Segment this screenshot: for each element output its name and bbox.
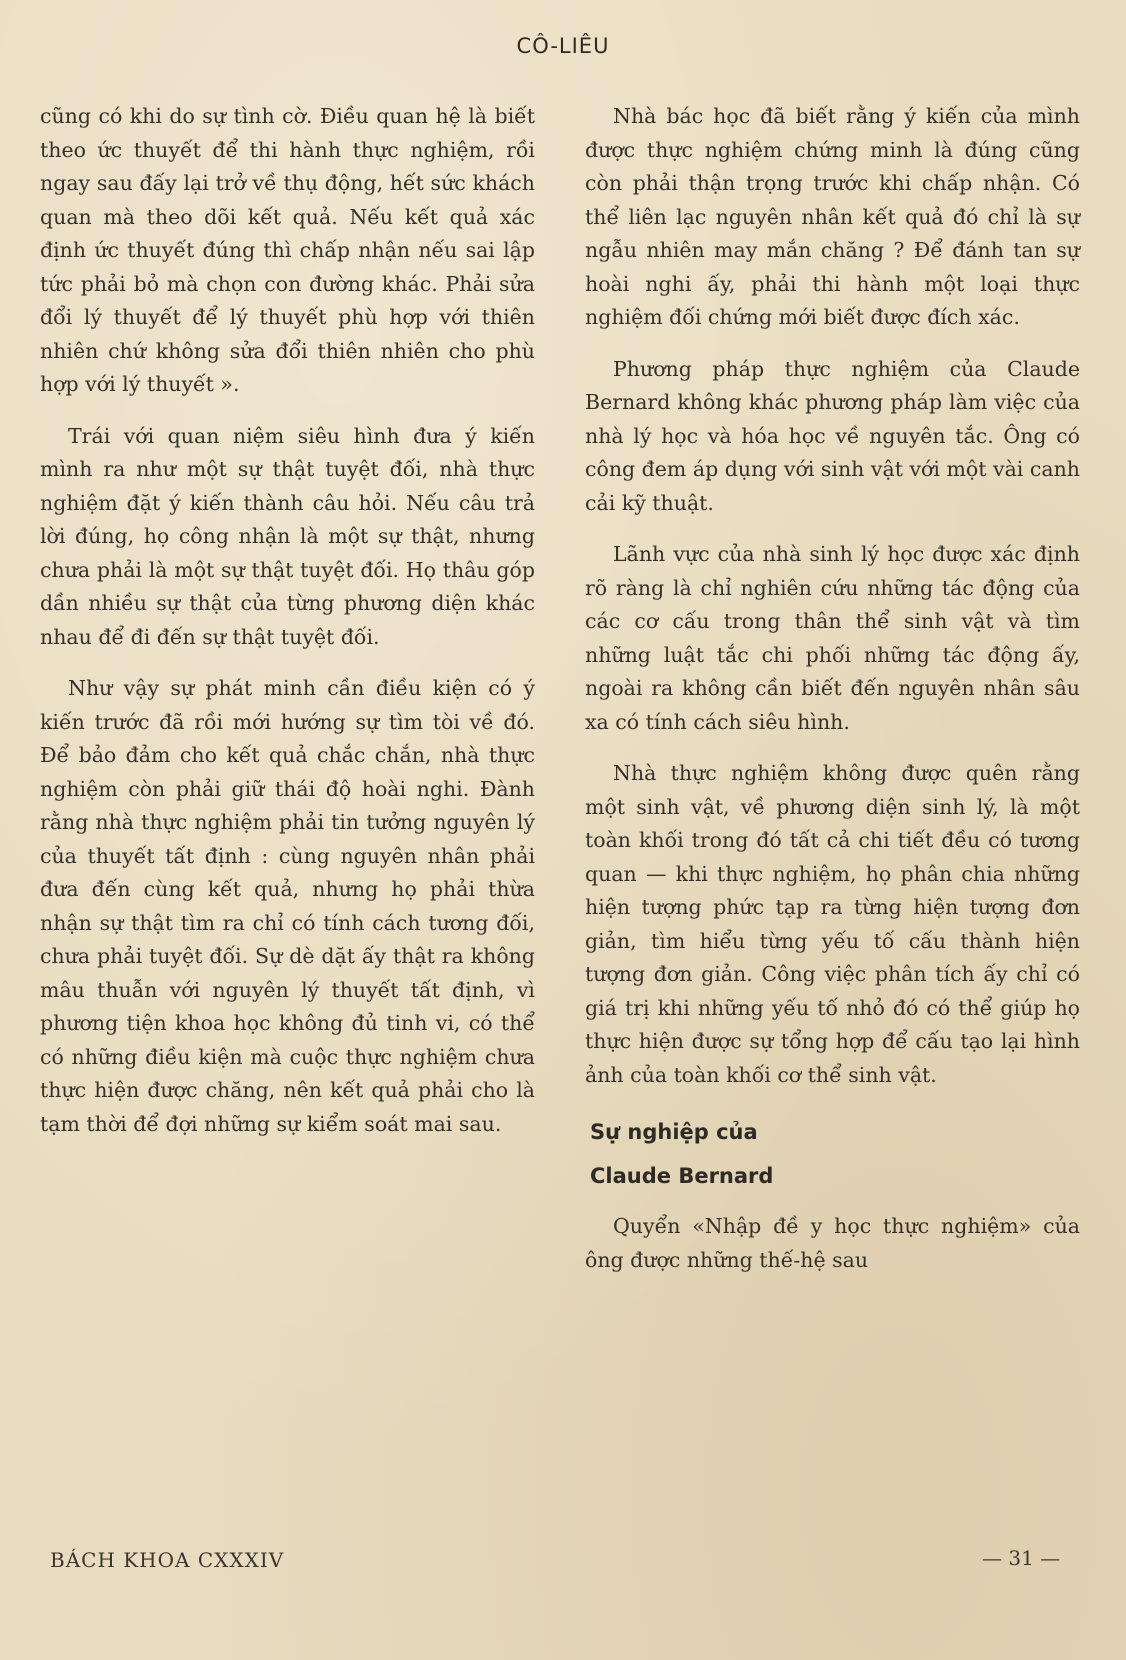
section-heading-line: Claude Bernard <box>590 1164 774 1188</box>
paragraph: Trái với quan niệm siêu hình đưa ý kiến mình ra như một sự thật tuyệt đối, nhà thực nghiệm đặt ý kiến thành câu hỏi. Nếu câu trả lời đúng, họ công nhận là một sự thật, nhưng chưa phải là một sự thật tuyệt đối. Họ thâu góp dần nhiều sự thật của từng phương diện khác nhau để đi đến sự thật tuyệt đối. <box>40 423 535 649</box>
footer-publication: BÁCH KHOA CXXXIV <box>50 1548 285 1572</box>
running-header: CÔ-LIÊU <box>516 34 610 58</box>
paragraph: Nhà bác học đã biết rằng ý kiến của mình được thực nghiệm chứng minh là đúng cũng còn phải thận trọng trước khi chấp nhận. Có thể liên lạc nguyên nhân kết quả đó chỉ là sự ngẫu nhiên may mắn chăng ? Để đánh tan sự hoài nghi ấy, phải thi hành một loại thực nghiệm đối chứng mới biết được đích xác. <box>585 104 1080 329</box>
paragraph: cũng có khi do sự tình cờ. Điều quan hệ là biết theo ức thuyết để thi hành thực nghiệm, rồi ngay sau đấy lại trở về thụ động, hết sức khách quan mà theo dõi kết quả. Nếu kết quả xác định ức thuyết đúng thì chấp nhận nếu sai lập tức phải bỏ mà chọn con đường khác. Phải sửa đổi lý thuyết để lý thuyết phù hợp với thiên nhiên chứ không sửa đổi thiên nhiên cho phù hợp với lý thuyết ». <box>40 104 535 396</box>
paragraph: Quyển «Nhập đề y học thực nghiệm» của ông được những thế-hệ sau <box>585 1214 1080 1272</box>
section-heading <box>590 1110 1080 1198</box>
paragraph: Như vậy sự phát minh cần điều kiện có ý kiến trước đã rồi mới hướng sự tìm tòi về đó. Để bảo đảm cho kết quả chắc chắn, nhà thực nghiệm còn phải giữ thái độ hoài nghi. Đành rằng nhà thực nghiệm phải tin tưởng nguyên lý của thuyết tất định : cùng nguyên nhân phải đưa đến cùng kết quả, nhưng họ phải thừa nhận sự thật tìm ra chỉ có tính cách tương đối, chưa phải tuyệt đối. Sự dè dặt ấy thật ra không mâu thuẫn với nguyên lý thuyết tất định, vì phương tiện khoa học không đủ tinh vi, có thể có những điều kiện mà cuộc thực nghiệm chưa thực hiện được chăng, nên kết quả phải cho là tạm thời để đợi những sự kiểm soát mai sau. <box>40 676 535 1136</box>
paragraph: Phương pháp thực nghiệm của Claude Bernard không khác phương pháp làm việc của nhà lý học và hóa học về nguyên tắc. Ông có công đem áp dụng với sinh vật với một vài canh cải kỹ thuật. <box>585 356 1080 515</box>
left-column <box>40 100 535 1159</box>
paragraph: Nhà thực nghiệm không được quên rằng một sinh vật, về phương diện sinh lý, là một toàn khối trong đó tất cả chi tiết đều có tương quan — khi thực nghiệm, họ phân chia những hiện tượng phức tạp ra từng hiện tượng đơn giản, tìm hiểu từng yếu tố cấu thành hiện tượng đơn giản. Công việc phân tích ấy chỉ có giá trị khi những yếu tố nhỏ đó có thể giúp họ thực hiện được sự tổng hợp để cấu tạo lại hình ảnh của toàn khối cơ thể sinh vật. <box>585 761 1080 1087</box>
section-heading-line: Sự nghiệp của <box>590 1120 758 1144</box>
right-column <box>585 100 1080 1295</box>
paragraph: Lãnh vực của nhà sinh lý học được xác định rõ ràng là chỉ nghiên cứu những tác động của các cơ cấu trong thân thể sinh vật và tìm những luật tắc chi phối những tác động ấy, ngoài ra không cần biết đến nguyên nhân sâu xa có tính cách siêu hình. <box>585 542 1080 734</box>
page-number: — 31 — <box>982 1546 1061 1570</box>
